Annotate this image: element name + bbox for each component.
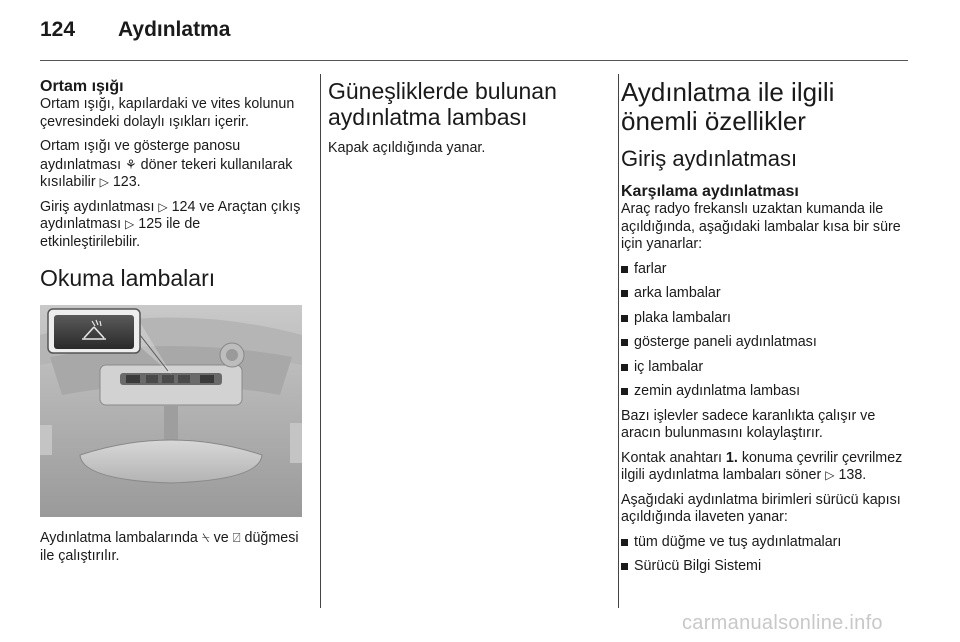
bullet-icon — [621, 563, 628, 570]
watermark: carmanualsonline.info — [682, 612, 883, 634]
text-span: Aydınlatma lambalarında — [40, 530, 202, 546]
reference-arrow-icon: ▷ — [158, 199, 168, 214]
welcome-paragraph-1: Araç radyo frekanslı uzaktan kumanda ile açıldığında, aşağıdaki lambalar kısa bir süre için yanarlar: — [621, 201, 901, 252]
text-span: ve — [209, 530, 233, 546]
lighting-features-heading: Aydınlatma ile ilgili önemli özellikler — [621, 77, 835, 136]
list-item — [621, 334, 911, 352]
column-right — [621, 78, 911, 583]
reading-lamp-photo — [40, 305, 302, 517]
list-item — [621, 558, 911, 576]
text-span: Kontak anahtarı — [621, 449, 726, 466]
header-divider — [40, 60, 908, 61]
page-reference: 125 ile de etkinleştirilebilir. — [40, 216, 201, 250]
list-item-text: farlar — [634, 260, 667, 277]
column-left — [40, 78, 302, 572]
welcome-lighting-heading: Karşılama aydınlatması — [621, 183, 799, 200]
text-span: konuma çevrilir çevrilmez ilgili aydınlatma lambaları söner — [621, 449, 903, 483]
lamp-on-icon: ⍁ — [232, 530, 241, 545]
reference-arrow-icon: ▷ — [825, 468, 835, 482]
list-item-text: iç lambalar — [634, 358, 704, 375]
bullet-icon — [621, 266, 628, 273]
ambient-light-heading: Ortam ışığı — [40, 78, 124, 95]
bullet-icon — [621, 539, 628, 546]
column-middle — [328, 78, 598, 165]
text-span: düğmesi ile çalıştırılır. — [40, 530, 299, 564]
entry-lighting-heading: Giriş aydınlatması — [621, 146, 798, 171]
ignition-position: 1. — [725, 449, 738, 466]
list-item — [621, 383, 911, 401]
welcome-paragraph-3 — [621, 450, 911, 485]
list-item-text: Sürücü Bilgi Sistemi — [634, 558, 762, 574]
reference-arrow-icon: ▷ — [125, 217, 135, 231]
welcome-paragraph-4: Aşağıdaki aydınlatma birimleri sürücü kapısı açıldığında ilaveten yanar: — [621, 491, 901, 525]
reference-arrow-icon: ▷ — [99, 175, 109, 189]
ambient-paragraph-2 — [40, 138, 302, 192]
reading-lamps-heading: Okuma lambaları — [40, 265, 216, 291]
bullet-icon — [621, 315, 628, 322]
sunvisor-paragraph: Kapak açıldığında yanar. — [328, 140, 486, 156]
dimmer-icon: ⚘ — [125, 156, 137, 172]
welcome-paragraph-2: Bazı işlevler sadece karanlıkta çalışır ve aracın bulunmasını kolaylaştırır. — [621, 407, 876, 441]
ambient-paragraph-1: Ortam ışığı, kapılardaki ve vites kolunun çevresindeki dolaylı ışıkları içerir. — [40, 96, 295, 130]
list-item-text: zemin aydınlatma lambası — [634, 383, 801, 399]
bullet-icon — [621, 388, 628, 395]
page-title: Aydınlatma — [118, 18, 231, 41]
list-item — [621, 261, 911, 279]
additional-lighting-list — [621, 534, 911, 576]
list-item-text: tüm düğme ve tuş aydınlatmaları — [634, 533, 842, 550]
list-item — [621, 359, 911, 377]
page-reference: 123. — [112, 174, 141, 190]
text-span: Giriş aydınlatması — [40, 198, 159, 215]
page-reference: 124 ve Araçtan çıkış aydınlatması — [40, 198, 301, 232]
bullet-icon — [621, 339, 628, 346]
text-span: Ortam ışığı ve gösterge panosu aydınlatması — [40, 138, 241, 173]
page-number: 124 — [40, 18, 76, 41]
bullet-icon — [621, 364, 628, 371]
lamp-door-icon: ⍀ — [201, 530, 210, 545]
page-reference: 138. — [838, 467, 867, 483]
column-divider-2 — [618, 74, 619, 608]
page-header — [40, 14, 910, 50]
list-item — [621, 310, 911, 328]
text-span: döner tekeri kullanılarak kısılabilir — [40, 156, 293, 190]
sunvisor-light-heading: Güneşliklerde bulunan aydınlatma lambası — [328, 78, 557, 130]
list-item — [621, 285, 911, 303]
ambient-paragraph-3 — [40, 199, 302, 252]
bullet-icon — [621, 290, 628, 297]
column-divider-1 — [320, 74, 321, 608]
lamp-list — [621, 261, 911, 401]
reading-lamp-caption — [40, 529, 302, 565]
list-item — [621, 534, 911, 552]
list-item-text: plaka lambaları — [634, 309, 731, 326]
list-item-text: gösterge paneli aydınlatması — [634, 334, 817, 350]
list-item-text: arka lambalar — [634, 285, 721, 301]
